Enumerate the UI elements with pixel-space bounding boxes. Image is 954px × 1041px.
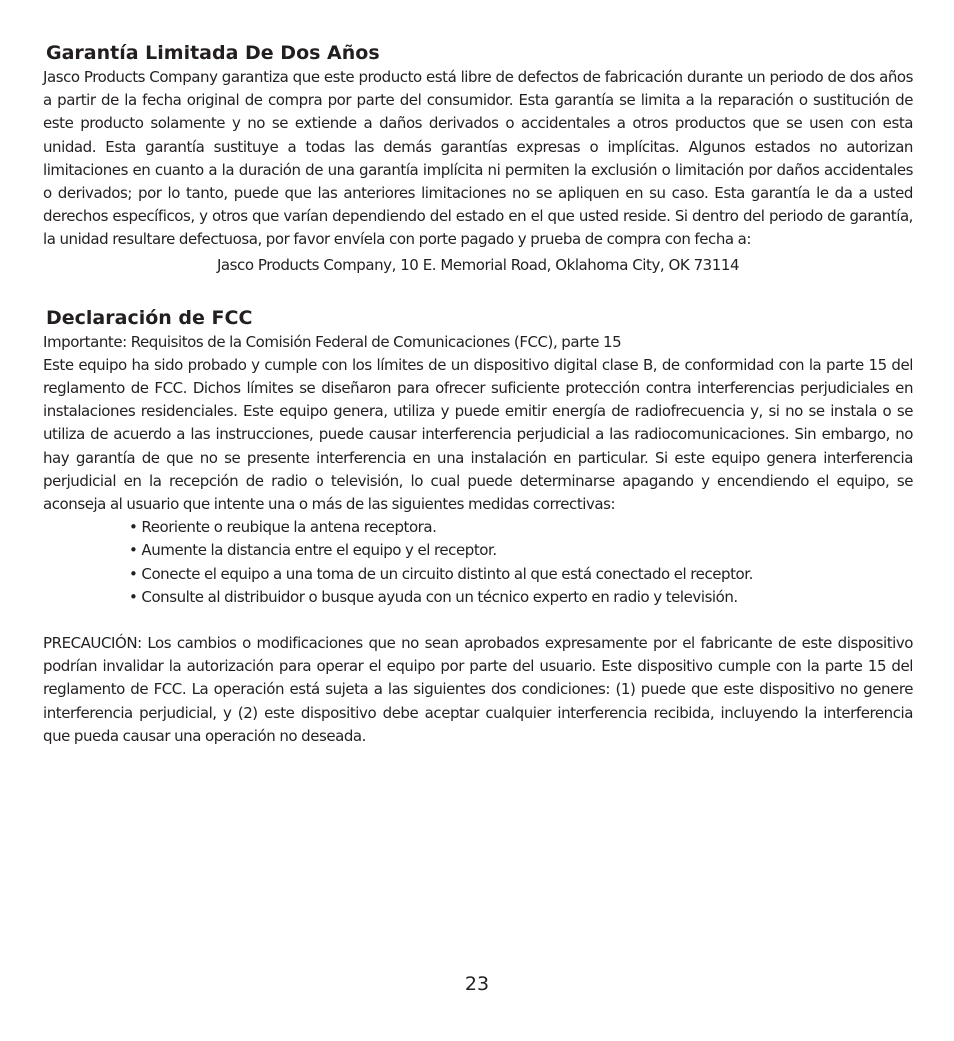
fcc-body: Este equipo ha sido probado y cumple con los límites de un dispositivo digital clase B, de conformidad con la parte 15 del reglamento de FCC. Dichos límites se diseñaron para ofrecer suficiente protección contra interferencias perjudiciales en instalaciones residenciales. Este equipo genera, utiliza y puede emitir energía de radiofrecuencia y, si no se instala o se utiliza de acuerdo a las instrucciones, puede causar interferencia perjudicial a las radiocomunicaciones. Sin embargo, no hay garantía de que no se presente interferencia en una instalación en particular. Si este equipo genera interferencia perjudicial en la recepción de radio o televisión, lo cual puede determinarse apagando y encendiendo el equipo, se aconseja al usuario que intente una o más de las siguientes medidas correctivas:	[43, 355, 913, 514]
corrective-measures-list	[43, 516, 769, 609]
fcc-heading: Declaración de FCC	[46, 306, 253, 329]
document-page	[43, 40, 913, 748]
warranty-body: Jasco Products Company garantiza que este producto está libre de defectos de fabricación durante un periodo de dos años a partir de la fecha original de compra por parte del consumidor. Esta garantía se limita a la reparación o sustitución de este producto solamente y no se extiende a daños derivados o accidentales a otros productos que se usen con esta unidad. Esta garantía sustituye a todas las demás garantías expresas o implícitas. Algunos estados no autorizan limitaciones en cuanto a la duración de una garantía implícita ni permiten la exclusión o limitación por daños accidentales o derivados; por lo tanto, puede que las anteriores limitaciones no se apliquen en su caso. Esta garantía le da a usted derechos específicos, y otros que varían dependiendo del estado en el que usted reside. Si dentro del periodo de garantía, la unidad resultare defectuosa, por favor envíela con porte pagado y prueba de compra con fecha a:	[43, 68, 913, 249]
warranty-heading: Garantía Limitada De Dos Años	[46, 42, 380, 64]
list-item: • Aumente la distancia entre el equipo y el receptor.	[129, 541, 497, 560]
list-item: • Reoriente o reubique la antena receptora.	[129, 518, 437, 537]
fcc-caution: PRECAUCIÓN: Los cambios o modificaciones que no sean aprobados expresamente por el fabricante de este dispositivo podrían invalidar la autorización para operar el equipo por parte del usuario. Este dispositivo cumple con la parte 15 del reglamento de FCC. La operación está sujeta a las siguientes dos condiciones: (1) puede que este dispositivo no genere interferencia perjudicial, y (2) este dispositivo debe aceptar cualquier interferencia recibida, incluyendo la interferencia que pueda causar una operación no deseada.	[43, 634, 913, 745]
page-number: 23	[464, 973, 490, 995]
list-item: • Conecte el equipo a una toma de un circuito distinto al que está conectado el receptor.	[129, 564, 753, 583]
warranty-section	[43, 40, 913, 277]
warranty-address: Jasco Products Company, 10 E. Memorial Road, Oklahoma City, OK 73114	[216, 255, 740, 274]
list-item: • Consulte al distribuidor o busque ayuda con un técnico experto en radio y televisión.	[129, 587, 738, 606]
fcc-section	[43, 305, 913, 748]
fcc-subtitle: Importante: Requisitos de la Comisión Federal de Comunicaciones (FCC), parte 15	[43, 332, 622, 351]
